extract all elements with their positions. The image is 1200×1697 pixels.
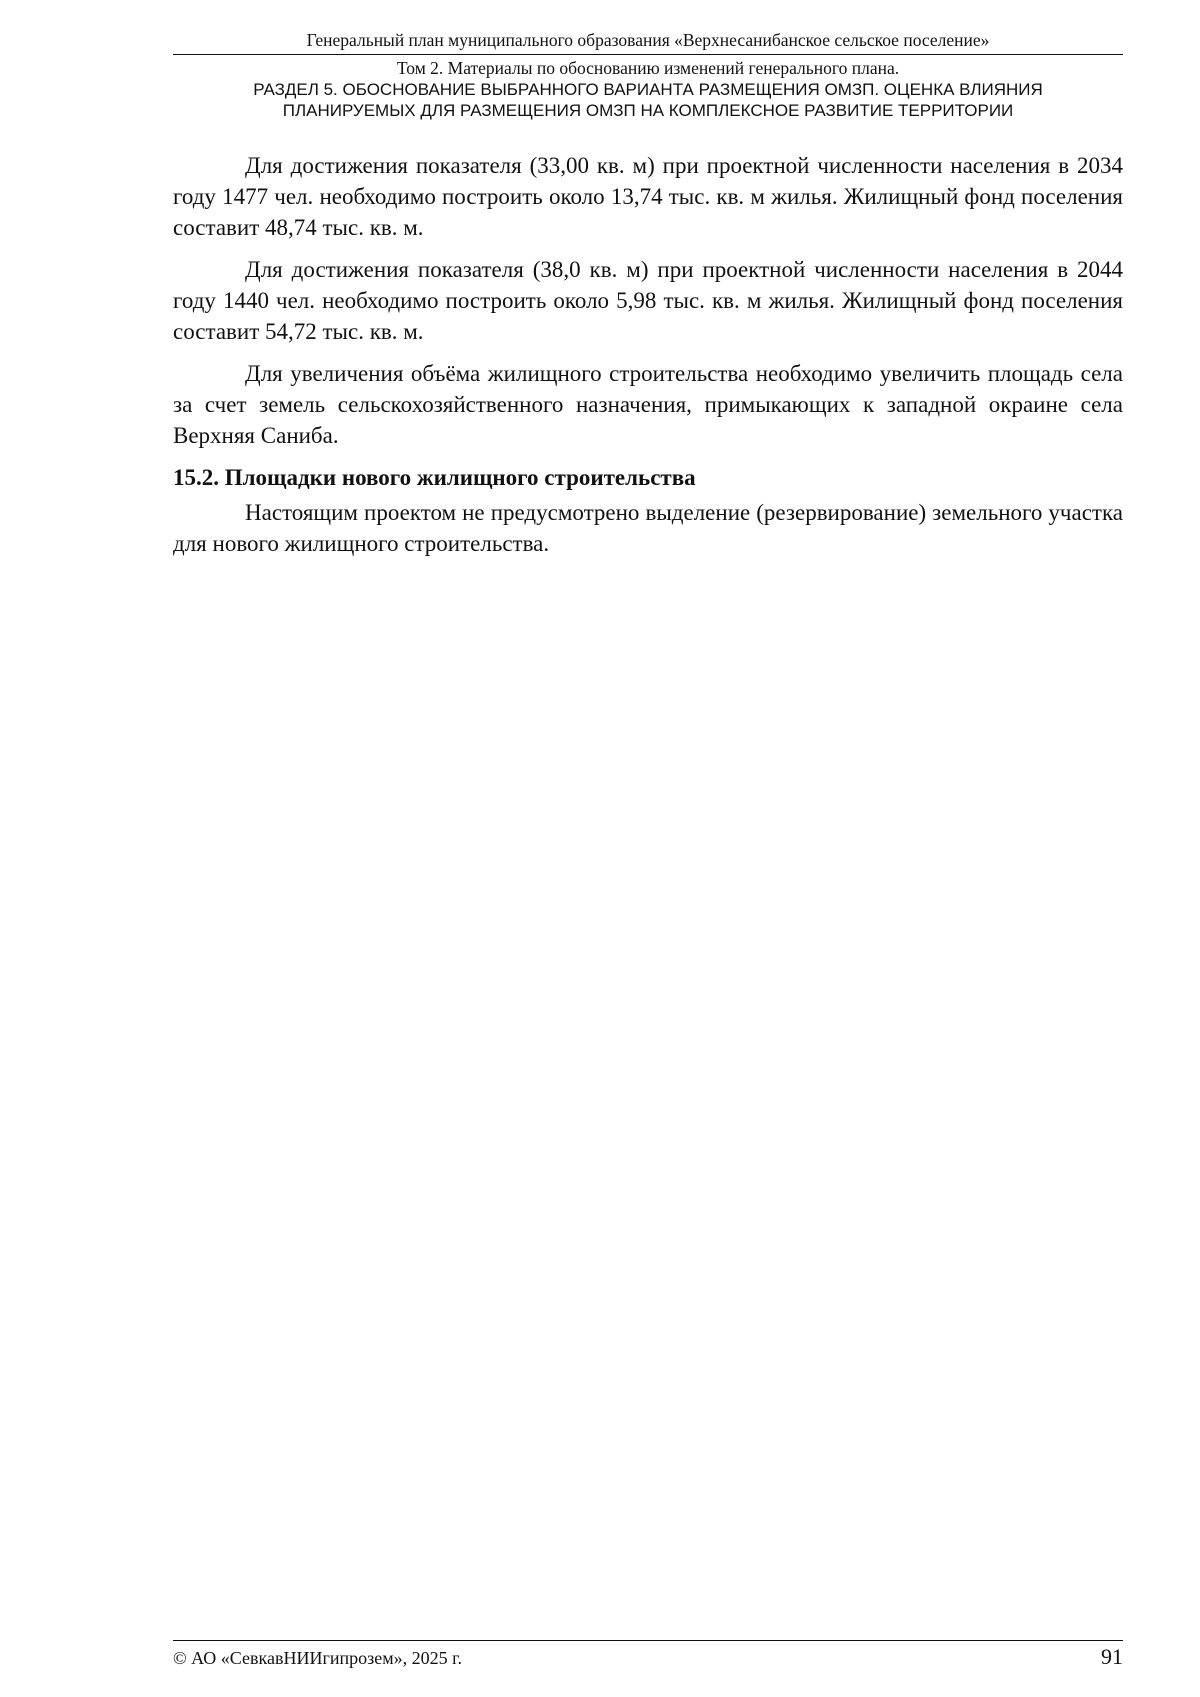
footer-copyright: © АО «СевкавНИИгипрозем», 2025 г. <box>173 1648 462 1668</box>
section-title-line-2: ПЛАНИРУЕМЫХ ДЛЯ РАЗМЕЩЕНИЯ ОМЗП НА КОМПЛЕКСНОЕ РАЗВИТИЕ ТЕРРИТОРИИ <box>282 101 1014 120</box>
page-footer <box>173 1640 1123 1670</box>
paragraph-housing-2044: Для достижения показателя (38,0 кв. м) при проектной численности населения в 2044 году 1440 чел. необходимо построить около 5,98 тыс. кв. м жилья. Жилищный фонд поселения составит 54,72 тыс. кв. м. <box>173 257 1123 344</box>
section-heading: 15.2. Площадки нового жилищного строительства <box>173 465 696 490</box>
paragraph-new-sites: Настоящим проектом не предусмотрено выделение (резервирование) земельного участка для нового жилищного строительства. <box>173 500 1123 556</box>
page-header <box>173 28 1123 121</box>
document-title: Генеральный план муниципального образования «Верхнесанибанское сельское поселение» <box>173 28 1123 55</box>
volume-title: Том 2. Материалы по обоснованию изменений генерального плана. <box>396 58 900 78</box>
section-title-line-1: РАЗДЕЛ 5. ОБОСНОВАНИЕ ВЫБРАННОГО ВАРИАНТА РАЗМЕЩЕНИЯ ОМЗП. ОЦЕНКА ВЛИЯНИЯ <box>253 80 1043 99</box>
page-number: 91 <box>1101 1644 1123 1669</box>
paragraph-village-expansion: Для увеличения объёма жилищного строительства необходимо увеличить площадь села за счет земель сельскохозяйственного назначения, примыкающих к западной окраине села Верхняя Саниба. <box>173 361 1123 448</box>
paragraph-housing-2034: Для достижения показателя (33,00 кв. м) при проектной численности населения в 2034 году 1477 чел. необходимо построить около 13,74 тыс. кв. м жилья. Жилищный фонд поселения составит 48,74 тыс. кв. м. <box>173 153 1123 240</box>
page-body <box>173 150 1123 559</box>
